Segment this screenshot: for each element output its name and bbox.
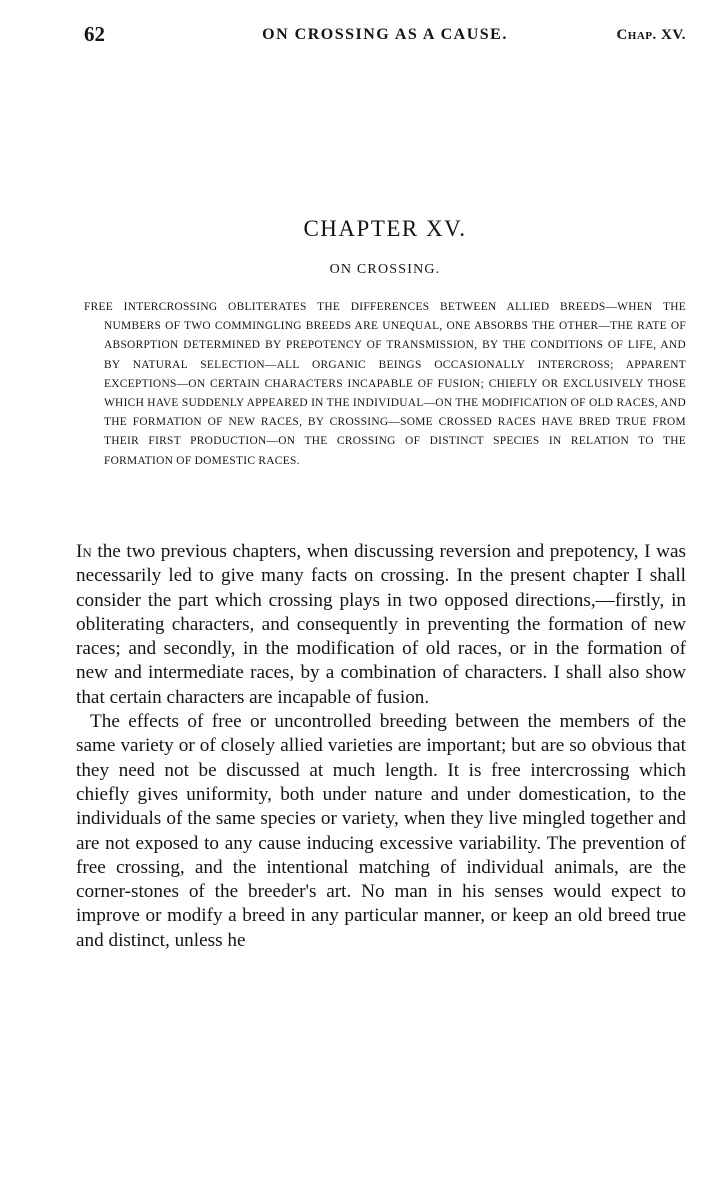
running-head — [84, 22, 686, 48]
chapter-synopsis: FREE INTERCROSSING OBLITERATES THE DIFFERENCES BETWEEN ALLIED BREEDS—WHEN THE NUMBERS OF TWO COMMINGLING BREEDS ARE UNEQUAL, ONE ABSORBS THE OTHER—THE RATE OF ABSORPTION DETERMINED BY PREPOTENCY OF TRANSMISSION, BY THE CONDITIONS OF LIFE, AND BY NATURAL SELECTION—ALL ORGANIC BEINGS OCCASIONALLY INTERCROSS; APPARENT EXCEPTIONS—ON CERTAIN CHARACTERS INCAPABLE OF FUSION; CHIEFLY OR EXCLUSIVELY THOSE WHICH HAVE SUDDENLY APPEARED IN THE INDIVIDUAL—ON THE MODIFICATION OF OLD RACES, AND THE FORMATION OF NEW RACES, BY CROSSING—SOME CROSSED RACES HAVE BRED TRUE FROM THEIR FIRST PRODUCTION—ON THE CROSSING OF DISTINCT SPECIES IN RELATION TO THE FORMATION OF DOMESTIC RACES. — [84, 301, 686, 467]
running-head-chapter: Chap. XV. — [616, 27, 686, 43]
body-text — [76, 540, 686, 953]
chapter-title: ON CROSSING. — [329, 262, 441, 277]
paragraph-1-text: the two previous chapters, when discussing reversion and prepotency, I was necessarily led to give many facts on crossing. In the present chapter I shall consider the part which crossing plays in two opposed directions,—firstly, in obliterating characters, and consequently in preventing the formation of new races; and secondly, in the modification of old races, or in the formation of new and intermediate races, by a combination of characters. I shall also show that certain characters are incapable of fusion. — [76, 541, 686, 708]
chapter-heading: CHAPTER XV. — [303, 216, 467, 241]
running-head-title: ON CROSSING AS A CAUSE. — [262, 26, 508, 43]
page-number: 62 — [84, 22, 105, 46]
paragraph-2: The effects of free or uncontrolled breeding between the members of the same variety or of closely allied varieties are important; but are so obvious that they need not be discussed at much length. It is free intercrossing which chiefly gives uniformity, both under nature and under domestication, to the individuals of the same species or variety, when they live mingled together and are not exposed to any cause inducing excessive variability. The prevention of free crossing, and the intentional matching of individual animals, are the corner-stones of the breeder's art. No man in his senses would expect to improve or modify a breed in any particular manner, or keep an old breed true and distinct, unless he — [76, 711, 686, 951]
paragraph-1 — [76, 540, 686, 710]
paragraph-1-lead: In — [76, 541, 92, 562]
